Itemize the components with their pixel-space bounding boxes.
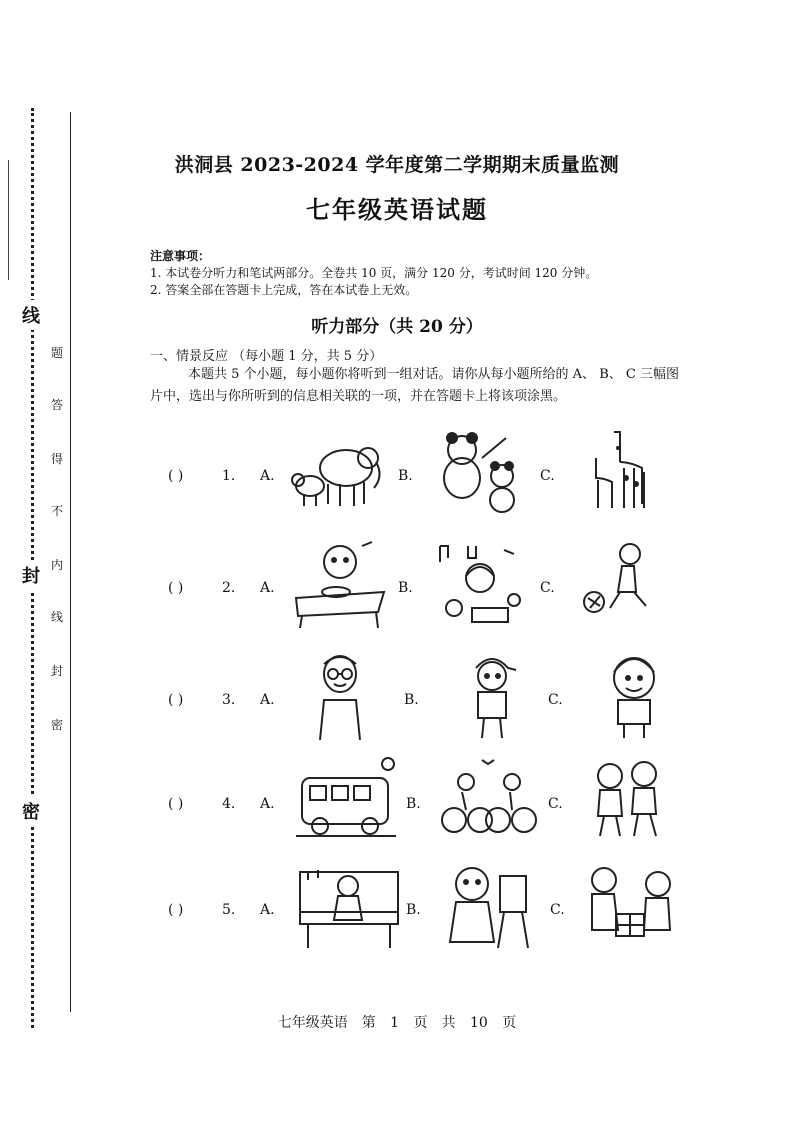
panda-icon[interactable] [432, 428, 528, 516]
margin-note-char: 内 [51, 558, 64, 572]
option-label-a: A. [260, 692, 275, 708]
question-number: 4. [222, 796, 236, 812]
exam-subtitle: 七年级英语试题 [306, 195, 488, 224]
notes-item: 2. 答案全部在答题卡上完成，答在本试卷上无效。 [150, 283, 418, 297]
bus-icon[interactable] [292, 756, 402, 844]
option-label-c: C. [540, 468, 555, 484]
boy-football-icon[interactable] [574, 540, 670, 628]
margin-note-char: 不 [51, 504, 64, 518]
option-label-b: B. [406, 796, 421, 812]
option-label-a: A. [260, 468, 275, 484]
notes-heading: 注意事项： [150, 249, 211, 263]
answer-bracket[interactable]: ( ) [168, 902, 184, 918]
piano-icon[interactable] [294, 862, 404, 950]
margin-note-char: 线 [51, 610, 64, 624]
boy-smiling-icon[interactable] [586, 652, 682, 740]
margin-note-char: 封 [51, 664, 64, 678]
notes-item: 1. 本试卷分听力和笔试两部分。全卷共 10 页，满分 120 分，考试时间 120 分钟。 [150, 266, 598, 280]
option-label-c: C. [548, 692, 563, 708]
walking-icon[interactable] [580, 756, 676, 844]
option-label-a: A. [260, 796, 275, 812]
exam-title: 洪洞县 2023-2024 学年度第二学期期末质量监测 [174, 154, 620, 176]
option-label-a: A. [260, 580, 275, 596]
question-number: 5. [222, 902, 236, 918]
elephant-icon[interactable] [288, 428, 384, 516]
margin-note-char: 题 [51, 346, 64, 360]
boy-cap-icon[interactable] [446, 652, 542, 740]
answer-bracket[interactable]: ( ) [168, 580, 184, 596]
margin-seal-top: 线 [22, 300, 40, 330]
margin-solid-line [70, 112, 71, 1012]
question-group-heading: 一、情景反应 （每小题 1 分，共 5 分） [150, 349, 383, 364]
girl-eating-icon[interactable] [292, 540, 388, 628]
question-group-instruction: 本题共 5 个小题，每小题你将听到一组对话。请你从每小题所给的 A、 B、 C 三幅图片中，选出与你所听到的信息相关联的一项，并在答题卡上将该项涂黑。 [150, 367, 679, 404]
option-label-b: B. [406, 902, 421, 918]
question-row-5 [160, 902, 680, 992]
option-label-c: C. [548, 796, 563, 812]
answer-bracket[interactable]: ( ) [168, 468, 184, 484]
option-label-a: A. [260, 902, 275, 918]
question-number: 3. [222, 692, 236, 708]
option-label-b: B. [398, 468, 413, 484]
margin-note-char: 得 [51, 452, 64, 466]
bicycle-icon[interactable] [438, 756, 538, 844]
margin-seal-mid: 封 [22, 560, 40, 590]
page-footer: 七年级英语 第 1 页 共 10 页 [277, 1015, 517, 1031]
question-number: 1. [222, 468, 236, 484]
margin-seal-bottom: 密 [22, 796, 40, 826]
answer-bracket[interactable]: ( ) [168, 692, 184, 708]
option-label-b: B. [404, 692, 419, 708]
chess-icon[interactable] [582, 862, 678, 950]
man-glasses-icon[interactable] [294, 652, 390, 740]
option-label-c: C. [550, 902, 565, 918]
option-label-b: B. [398, 580, 413, 596]
margin-note-char: 密 [51, 718, 64, 732]
music-icon[interactable] [432, 540, 528, 628]
painting-icon[interactable] [438, 862, 534, 950]
margin-note-char: 答 [51, 398, 64, 412]
section-title: 听力部分（共 20 分） [311, 317, 483, 337]
option-label-c: C. [540, 580, 555, 596]
answer-bracket[interactable]: ( ) [168, 796, 184, 812]
notes-block [150, 248, 597, 299]
giraffe-icon[interactable] [574, 428, 670, 516]
question-number: 2. [222, 580, 236, 596]
